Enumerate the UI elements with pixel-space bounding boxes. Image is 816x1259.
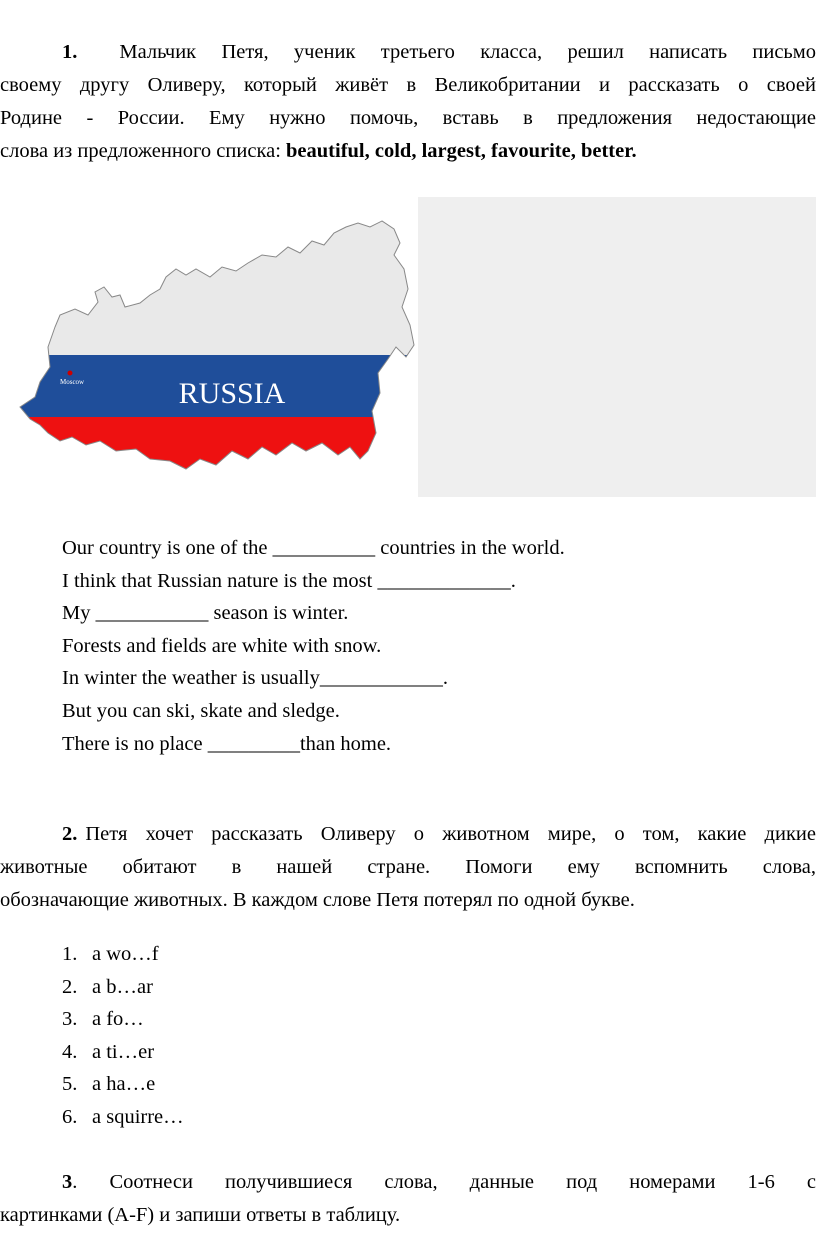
list-item: 1. a wo…f bbox=[62, 943, 159, 965]
moscow-label: Moscow bbox=[60, 378, 85, 386]
word-list: beautiful, cold, largest, favourite, better. bbox=[286, 140, 637, 162]
sentence-7: There is no place _________than home. bbox=[62, 732, 392, 755]
task1-line-3: Родине - России. Ему нужно помочь, вставь в предложения недостающие bbox=[0, 107, 816, 129]
task3-paragraph bbox=[0, 1166, 816, 1232]
sentence-3: My ___________ season is winter. bbox=[62, 602, 349, 625]
task2-line-2: животные обитают в нашей стране. Помоги ему вспомнить слова, bbox=[0, 856, 816, 878]
task2-paragraph bbox=[0, 818, 816, 917]
task2-line-1: 2. Петя хочет рассказать Оливеру о животном мире, о том, какие дикие bbox=[62, 823, 816, 845]
task3-number: 3 bbox=[62, 1171, 73, 1193]
flag-red-band bbox=[0, 417, 420, 497]
sentence-2: I think that Russian nature is the most _____________. bbox=[62, 569, 516, 592]
task1-number: 1. bbox=[62, 41, 78, 63]
gray-panel bbox=[418, 197, 816, 497]
task3-line-2: картинками (A-F) и запиши ответы в таблицу. bbox=[0, 1204, 401, 1226]
russia-map-figure bbox=[0, 197, 816, 499]
task2-number: 2. bbox=[62, 823, 78, 845]
task3-line-1: 3. Соотнеси получившиеся слова, данные под номерами 1-6 с bbox=[62, 1171, 816, 1193]
sentence-4: Forests and fields are white with snow. bbox=[62, 634, 382, 657]
sentence-5: In winter the weather is usually____________. bbox=[62, 667, 449, 690]
russia-title: RUSSIA bbox=[178, 377, 286, 410]
flag-white-band bbox=[0, 197, 420, 355]
moscow-marker-icon bbox=[68, 371, 73, 376]
task1-line-2: своему другу Оливеру, который живёт в Великобритании и рассказать о своей bbox=[0, 74, 816, 96]
sentence-1: Our country is one of the __________ countries in the world. bbox=[62, 537, 565, 559]
task1-line-4: слова из предложенного списка: beautiful, cold, largest, favourite, better. bbox=[0, 140, 637, 162]
fill-in-sentences bbox=[62, 532, 565, 760]
animals-list bbox=[62, 938, 184, 1134]
sentence-6: But you can ski, skate and sledge. bbox=[62, 699, 340, 722]
task1-line-1: 1. Мальчик Петя, ученик третьего класса, решил написать письмо bbox=[62, 41, 816, 63]
russia-flag-map bbox=[0, 197, 420, 497]
list-item: 2. a b…ar bbox=[62, 975, 153, 998]
task2-line-3: обозначающие животных. В каждом слове Петя потерял по одной букве. bbox=[0, 889, 635, 911]
list-item: 3. a fo… bbox=[62, 1008, 144, 1031]
task1-paragraph bbox=[0, 36, 816, 168]
list-item: 5. a ha…e bbox=[62, 1073, 156, 1096]
list-item: 4. a ti…er bbox=[62, 1040, 155, 1063]
list-item: 6. a squirre… bbox=[62, 1105, 184, 1128]
